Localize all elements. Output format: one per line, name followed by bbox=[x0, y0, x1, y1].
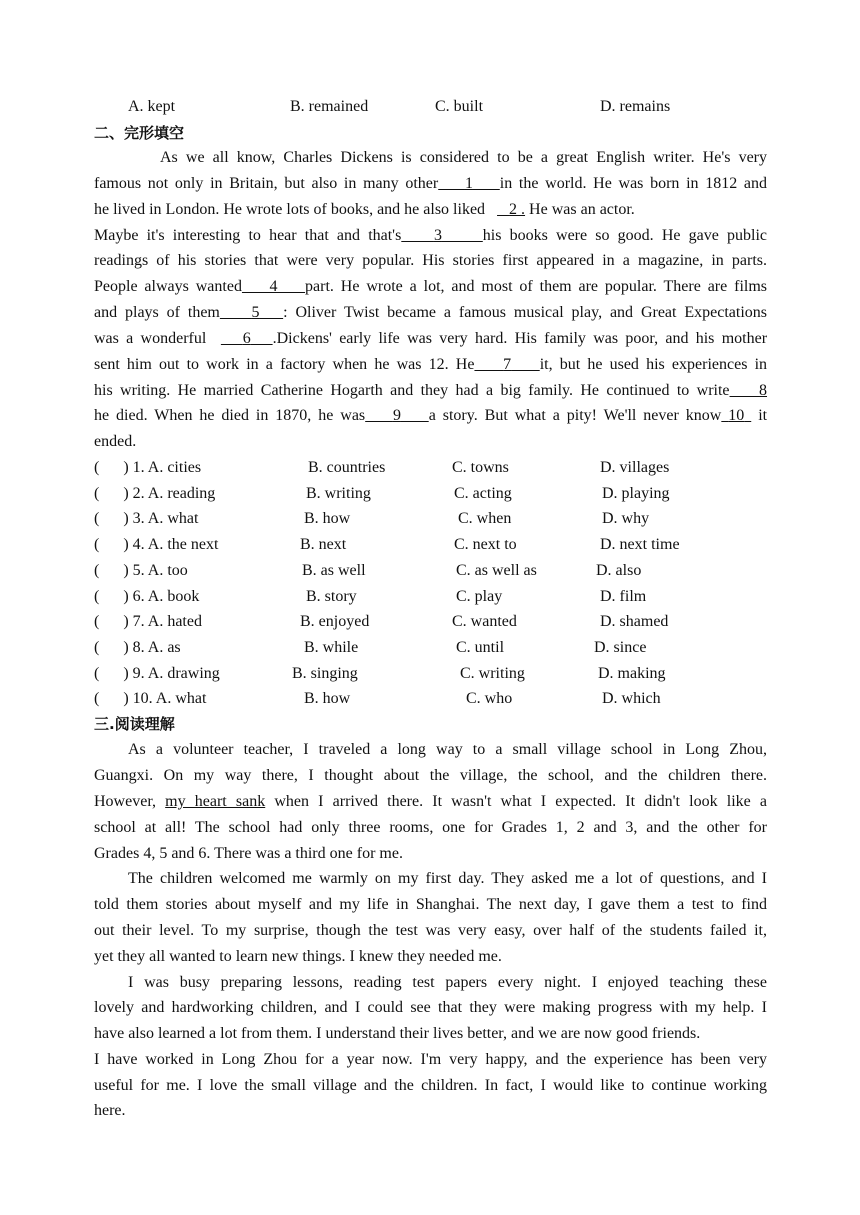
reading-line: I have worked in Long Zhou for a year now. I'm very happy, and the experience has been very bbox=[94, 1051, 767, 1068]
question-row bbox=[94, 609, 767, 635]
option-a: A. kept bbox=[128, 98, 176, 115]
question-row bbox=[94, 532, 767, 558]
reading-line: out their level. To my surprise, though the test was very easy, over half of the students failed it, bbox=[94, 922, 767, 939]
underlined-phrase: my heart sank bbox=[165, 793, 266, 810]
option-b: B. countries bbox=[308, 459, 386, 476]
option-c: C. as well as bbox=[456, 562, 537, 579]
option-d: D. why bbox=[602, 510, 650, 527]
reading-line: As a volunteer teacher, I traveled a long way to a small village school in Long Zhou, bbox=[128, 741, 767, 758]
passage-line: Maybe it's interesting to hear that and that's 3 his books were so good. He gave public bbox=[94, 227, 768, 244]
option-b: B. next bbox=[300, 536, 347, 553]
question-stem: ( ) 7. A. hated bbox=[94, 613, 202, 630]
reading-heading: 三.阅读理解 bbox=[94, 715, 175, 733]
blank-2: 2 . bbox=[509, 201, 526, 218]
option-c: C. until bbox=[456, 639, 505, 656]
reading-line: yet they all wanted to learn new things. I knew they needed me. bbox=[94, 948, 502, 965]
passage-line: and plays of them 5 : Oliver Twist became a famous musical play, and Great Expectations bbox=[94, 304, 768, 321]
question-row bbox=[94, 455, 767, 481]
reading-line: However, my heart sank when I arrived there. It wasn't what I expected. It didn't look like a bbox=[94, 793, 767, 810]
reading-line: Guangxi. On my way there, I thought about the village, the school, and the children there. bbox=[94, 767, 767, 784]
passage-line: his writing. He married Catherine Hogarth and they had a big family. He continued to write 8 bbox=[94, 382, 768, 399]
question-row bbox=[94, 635, 767, 661]
blank-6: 6 bbox=[242, 330, 251, 347]
question-stem: ( ) 9. A. drawing bbox=[94, 665, 220, 682]
blank-9: 9 bbox=[392, 407, 401, 424]
question-stem: ( ) 8. A. as bbox=[94, 639, 181, 656]
option-d: D. since bbox=[594, 639, 647, 656]
option-d: D. film bbox=[600, 588, 647, 605]
question-stem: ( ) 3. A. what bbox=[94, 510, 199, 527]
blank-3: 3 bbox=[433, 227, 442, 244]
option-d: D. remains bbox=[600, 98, 671, 115]
passage-line: As we all know, Charles Dickens is considered to be a great English writer. He's very bbox=[160, 149, 767, 166]
option-c: C. built bbox=[435, 98, 484, 115]
option-c: C. who bbox=[466, 690, 513, 707]
reading-line: I was busy preparing lessons, reading test papers every night. I enjoyed teaching these bbox=[128, 974, 767, 991]
reading-line: told them stories about myself and my life in Shanghai. The next day, I gave them a test to find bbox=[94, 896, 767, 913]
question-row bbox=[94, 481, 767, 507]
question-stem: ( ) 2. A. reading bbox=[94, 485, 216, 502]
option-b: B. as well bbox=[302, 562, 366, 579]
blank-4: 4 bbox=[269, 278, 278, 295]
reading-line: have also learned a lot from them. I understand their lives better, and we are now good friends. bbox=[94, 1025, 701, 1042]
blank-10: 10 bbox=[728, 407, 745, 424]
passage-line: sent him out to work in a factory when he was 12. He 7 it, but he used his experiences in bbox=[94, 356, 768, 373]
option-b: B. how bbox=[304, 690, 351, 707]
option-c: C. next to bbox=[454, 536, 517, 553]
reading-line: The children welcomed me warmly on my first day. They asked me a lot of questions, and I bbox=[128, 870, 767, 887]
passage-line: was a wonderful 6 .Dickens' early life was very hard. His family was poor, and his mother bbox=[94, 330, 768, 347]
option-c: C. wanted bbox=[452, 613, 517, 630]
option-d: D. next time bbox=[600, 536, 680, 553]
option-d: D. shamed bbox=[600, 613, 669, 630]
option-c: C. acting bbox=[454, 485, 512, 502]
question-row bbox=[94, 506, 767, 532]
passage-line: he died. When he died in 1870, he was 9 a story. But what a pity! We'll never know 10 it bbox=[94, 407, 768, 424]
option-c: C. writing bbox=[460, 665, 525, 682]
reading-line: school at all! The school had only three rooms, one for Grades 1, 2 and 3, and the other for bbox=[94, 819, 767, 836]
cloze-heading: 二、完形填空 bbox=[94, 124, 185, 142]
option-b: B. enjoyed bbox=[300, 613, 370, 630]
question-stem: ( ) 6. A. book bbox=[94, 588, 200, 605]
reading-line: Grades 4, 5 and 6. There was a third one for me. bbox=[94, 845, 403, 862]
passage-line: he lived in London. He wrote lots of books, and he also liked 2 . He was an actor. bbox=[94, 201, 635, 218]
blank-7: 7 bbox=[503, 356, 512, 373]
question-stem: ( ) 4. A. the next bbox=[94, 536, 219, 553]
reading-line: useful for me. I love the small village and the children. In fact, I would like to continue working bbox=[94, 1077, 767, 1094]
option-d: D. playing bbox=[602, 485, 670, 502]
top-options-row bbox=[94, 94, 767, 120]
option-c: C. towns bbox=[452, 459, 509, 476]
question-stem: ( ) 1. A. cities bbox=[94, 459, 202, 476]
question-stem: ( ) 5. A. too bbox=[94, 562, 188, 579]
reading-line: here. bbox=[94, 1102, 126, 1119]
option-c: C. when bbox=[458, 510, 512, 527]
option-c: C. play bbox=[456, 588, 503, 605]
option-b: B. how bbox=[304, 510, 351, 527]
passage-line: readings of his stories that were very popular. His stories first appeared in a magazine, in parts. bbox=[94, 252, 767, 269]
question-row bbox=[94, 686, 767, 712]
passage-line: ended. bbox=[94, 433, 137, 450]
reading-line: lovely and hardworking children, and I could see that they were making progress with my help. I bbox=[94, 999, 767, 1016]
option-b: B. while bbox=[304, 639, 359, 656]
passage-line: People always wanted 4 part. He wrote a lot, and most of them are popular. There are films bbox=[94, 278, 768, 295]
option-d: D. making bbox=[598, 665, 666, 682]
question-stem: ( ) 10. A. what bbox=[94, 690, 207, 707]
passage-line: famous not only in Britain, but also in many other 1 in the world. He was born in 1812 and bbox=[94, 175, 768, 192]
question-row bbox=[94, 661, 767, 687]
option-b: B. story bbox=[306, 588, 357, 605]
option-b: B. remained bbox=[290, 98, 369, 115]
blank-8: 8 bbox=[759, 382, 768, 399]
option-d: D. villages bbox=[600, 459, 670, 476]
option-d: D. which bbox=[602, 690, 661, 707]
option-b: B. writing bbox=[306, 485, 371, 502]
question-row bbox=[94, 558, 767, 584]
option-d: D. also bbox=[596, 562, 642, 579]
blank-5: 5 bbox=[251, 304, 260, 321]
blank-1: 1 bbox=[464, 175, 473, 192]
option-b: B. singing bbox=[292, 665, 358, 682]
question-row bbox=[94, 584, 767, 610]
